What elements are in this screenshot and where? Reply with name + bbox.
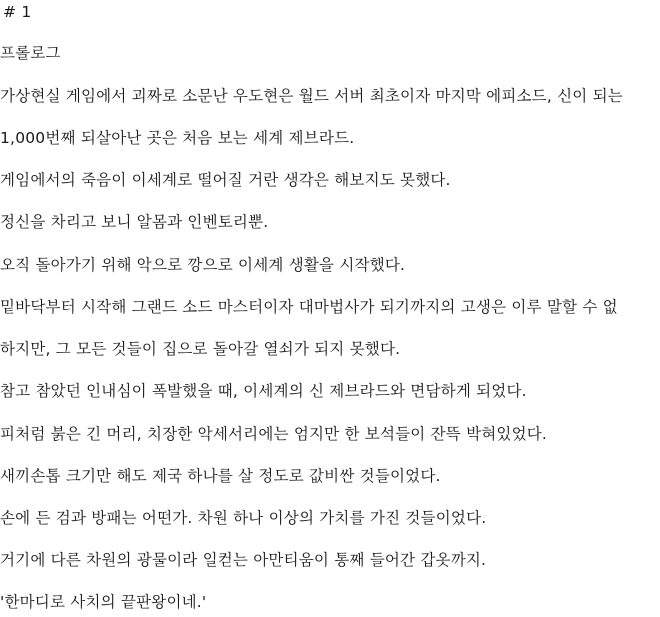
paragraph: 오직 돌아가기 위해 악으로 깡으로 이세계 생활을 시작했다. — [0, 256, 406, 274]
paragraph: 거기에 다른 차원의 광물이라 일컫는 아만티움이 통째 들어간 갑옷까지. — [0, 551, 487, 569]
paragraph: 참고 참았던 인내심이 폭발했을 때, 이세계의 신 제브라드와 면담하게 되었다. — [0, 382, 527, 400]
paragraph: 정신을 차리고 보니 알몸과 인벤토리뿐. — [0, 213, 269, 231]
paragraph: 밑바닥부터 시작해 그랜드 소드 마스터이자 대마법사가 되기까지의 고생은 이루 말할 수 없 — [0, 298, 618, 316]
paragraph: 손에 든 검과 방패는 어떤가. 차원 하나 이상의 가치를 가진 것들이었다. — [0, 509, 487, 527]
paragraph: '한마디로 사치의 끝판왕이네.' — [0, 593, 207, 611]
paragraph: 1,000번째 되살아난 곳은 처음 보는 세계 제브라드. — [0, 129, 355, 147]
paragraph: 피처럼 붉은 긴 머리, 치장한 악세서리에는 엄지만 한 보석들이 잔뜩 박혀있었다. — [0, 425, 548, 443]
paragraph: 하지만, 그 모든 것들이 집으로 돌아갈 열쇠가 되지 못했다. — [0, 340, 401, 358]
chapter-number: # 1 — [3, 3, 32, 21]
paragraph: 새끼손톱 크기만 해도 제국 하나를 살 정도로 값비싼 것들이었다. — [0, 467, 441, 485]
paragraph: 가상현실 게임에서 괴짜로 소문난 우도현은 월드 서버 최초이자 마지막 에피소드, 신이 되는 — [0, 87, 623, 105]
section-title: 프롤로그 — [0, 44, 61, 62]
paragraph: 게임에서의 죽음이 이세계로 떨어질 거란 생각은 해보지도 못했다. — [0, 171, 451, 189]
